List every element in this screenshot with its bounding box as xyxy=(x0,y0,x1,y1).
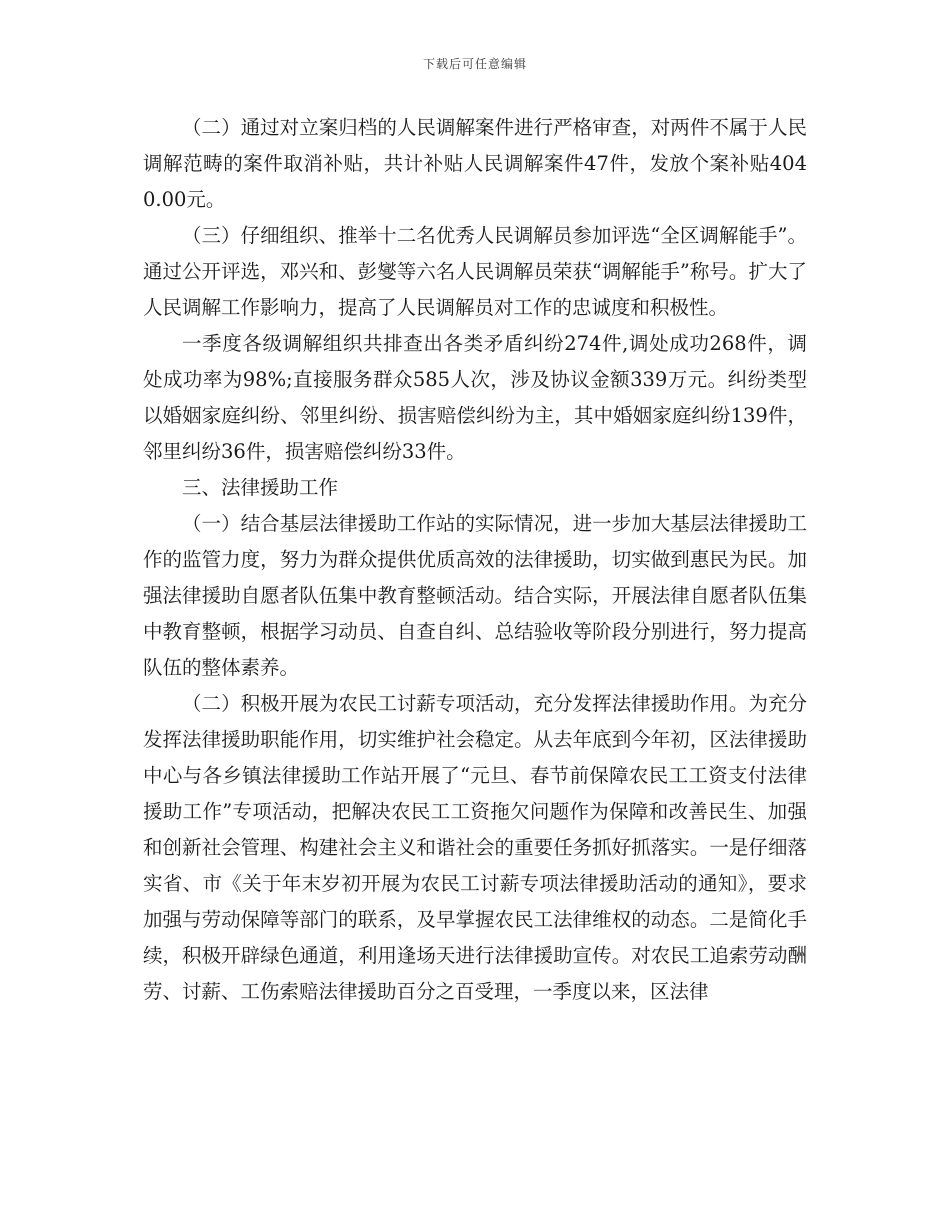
paragraph-migrant-worker-wages: （二）积极开展为农民工讨薪专项活动，充分发挥法律援助作用。为充分发挥法律援助职能作用，切实维护社会稳定。从去年底到今年初，区法律援助中心与各乡镇法律援助工作站开展了“元旦、春节前保障农民工工资支付法律援助工作”专项活动，把解决农民工工资拖欠问题作为保障和改善民生、加强和创新社会管理、构建社会主义和谐社会的重要任务抓好抓落实。一是仔细落实省、市《关于年末岁初开展为农民工讨薪专项法律援助活动的通知》，要求加强与劳动保障等部门的联系，及早掌握农民工法律维权的动态。二是简化手续，积极开辟绿色通道，利用逢场天进行法律援助宣传。对农民工追索劳动酬劳、讨薪、工伤索赔法律援助百分之百受理，一季度以来，区法律 xyxy=(143,692,807,1003)
section-heading-legal-aid: 三、法律援助工作 xyxy=(182,476,339,499)
document-body xyxy=(143,110,807,1010)
paragraph-quarterly-statistics: 一季度各级调解组织共排查出各类矛盾纠纷274件,调处成功268件，调处成功率为98%;直接服务群众585人次，涉及协议金额339万元。纠纷类型以婚姻家庭纠纷、邻里纠纷、损害赔偿纠纷为主，其中婚姻家庭纠纷139件，邻里纠纷36件，损害赔偿纠纷33件。 xyxy=(143,332,807,463)
paragraph-legal-aid-supervision: （一）结合基层法律援助工作站的实际情况，进一步加大基层法律援助工作的监管力度，努力为群众提供优质高效的法律援助，切实做到惠民为民。加强法律援助自愿者队伍集中教育整顿活动。结合实际，开展法律自愿者队伍集中教育整顿，根据学习动员、自查自纠、总结验收等阶段分别进行，努力提高队伍的整体素养。 xyxy=(143,512,807,679)
paragraph-mediation-review: （二）通过对立案归档的人民调解案件进行严格审查，对两件不属于人民调解范畴的案件取消补贴，共计补贴人民调解案件47件，发放个案补贴4040.00元。 xyxy=(143,116,807,211)
header-note: 下载后可任意编辑 xyxy=(422,57,527,71)
paragraph-mediation-awards: （三）仔细组织、推举十二名优秀人民调解员参加评选“全区调解能手”。通过公开评选，邓兴和、彭燮等六名人民调解员荣获“调解能手”称号。扩大了人民调解工作影响力，提高了人民调解员对工作的忠诚度和积极性。 xyxy=(143,224,807,319)
